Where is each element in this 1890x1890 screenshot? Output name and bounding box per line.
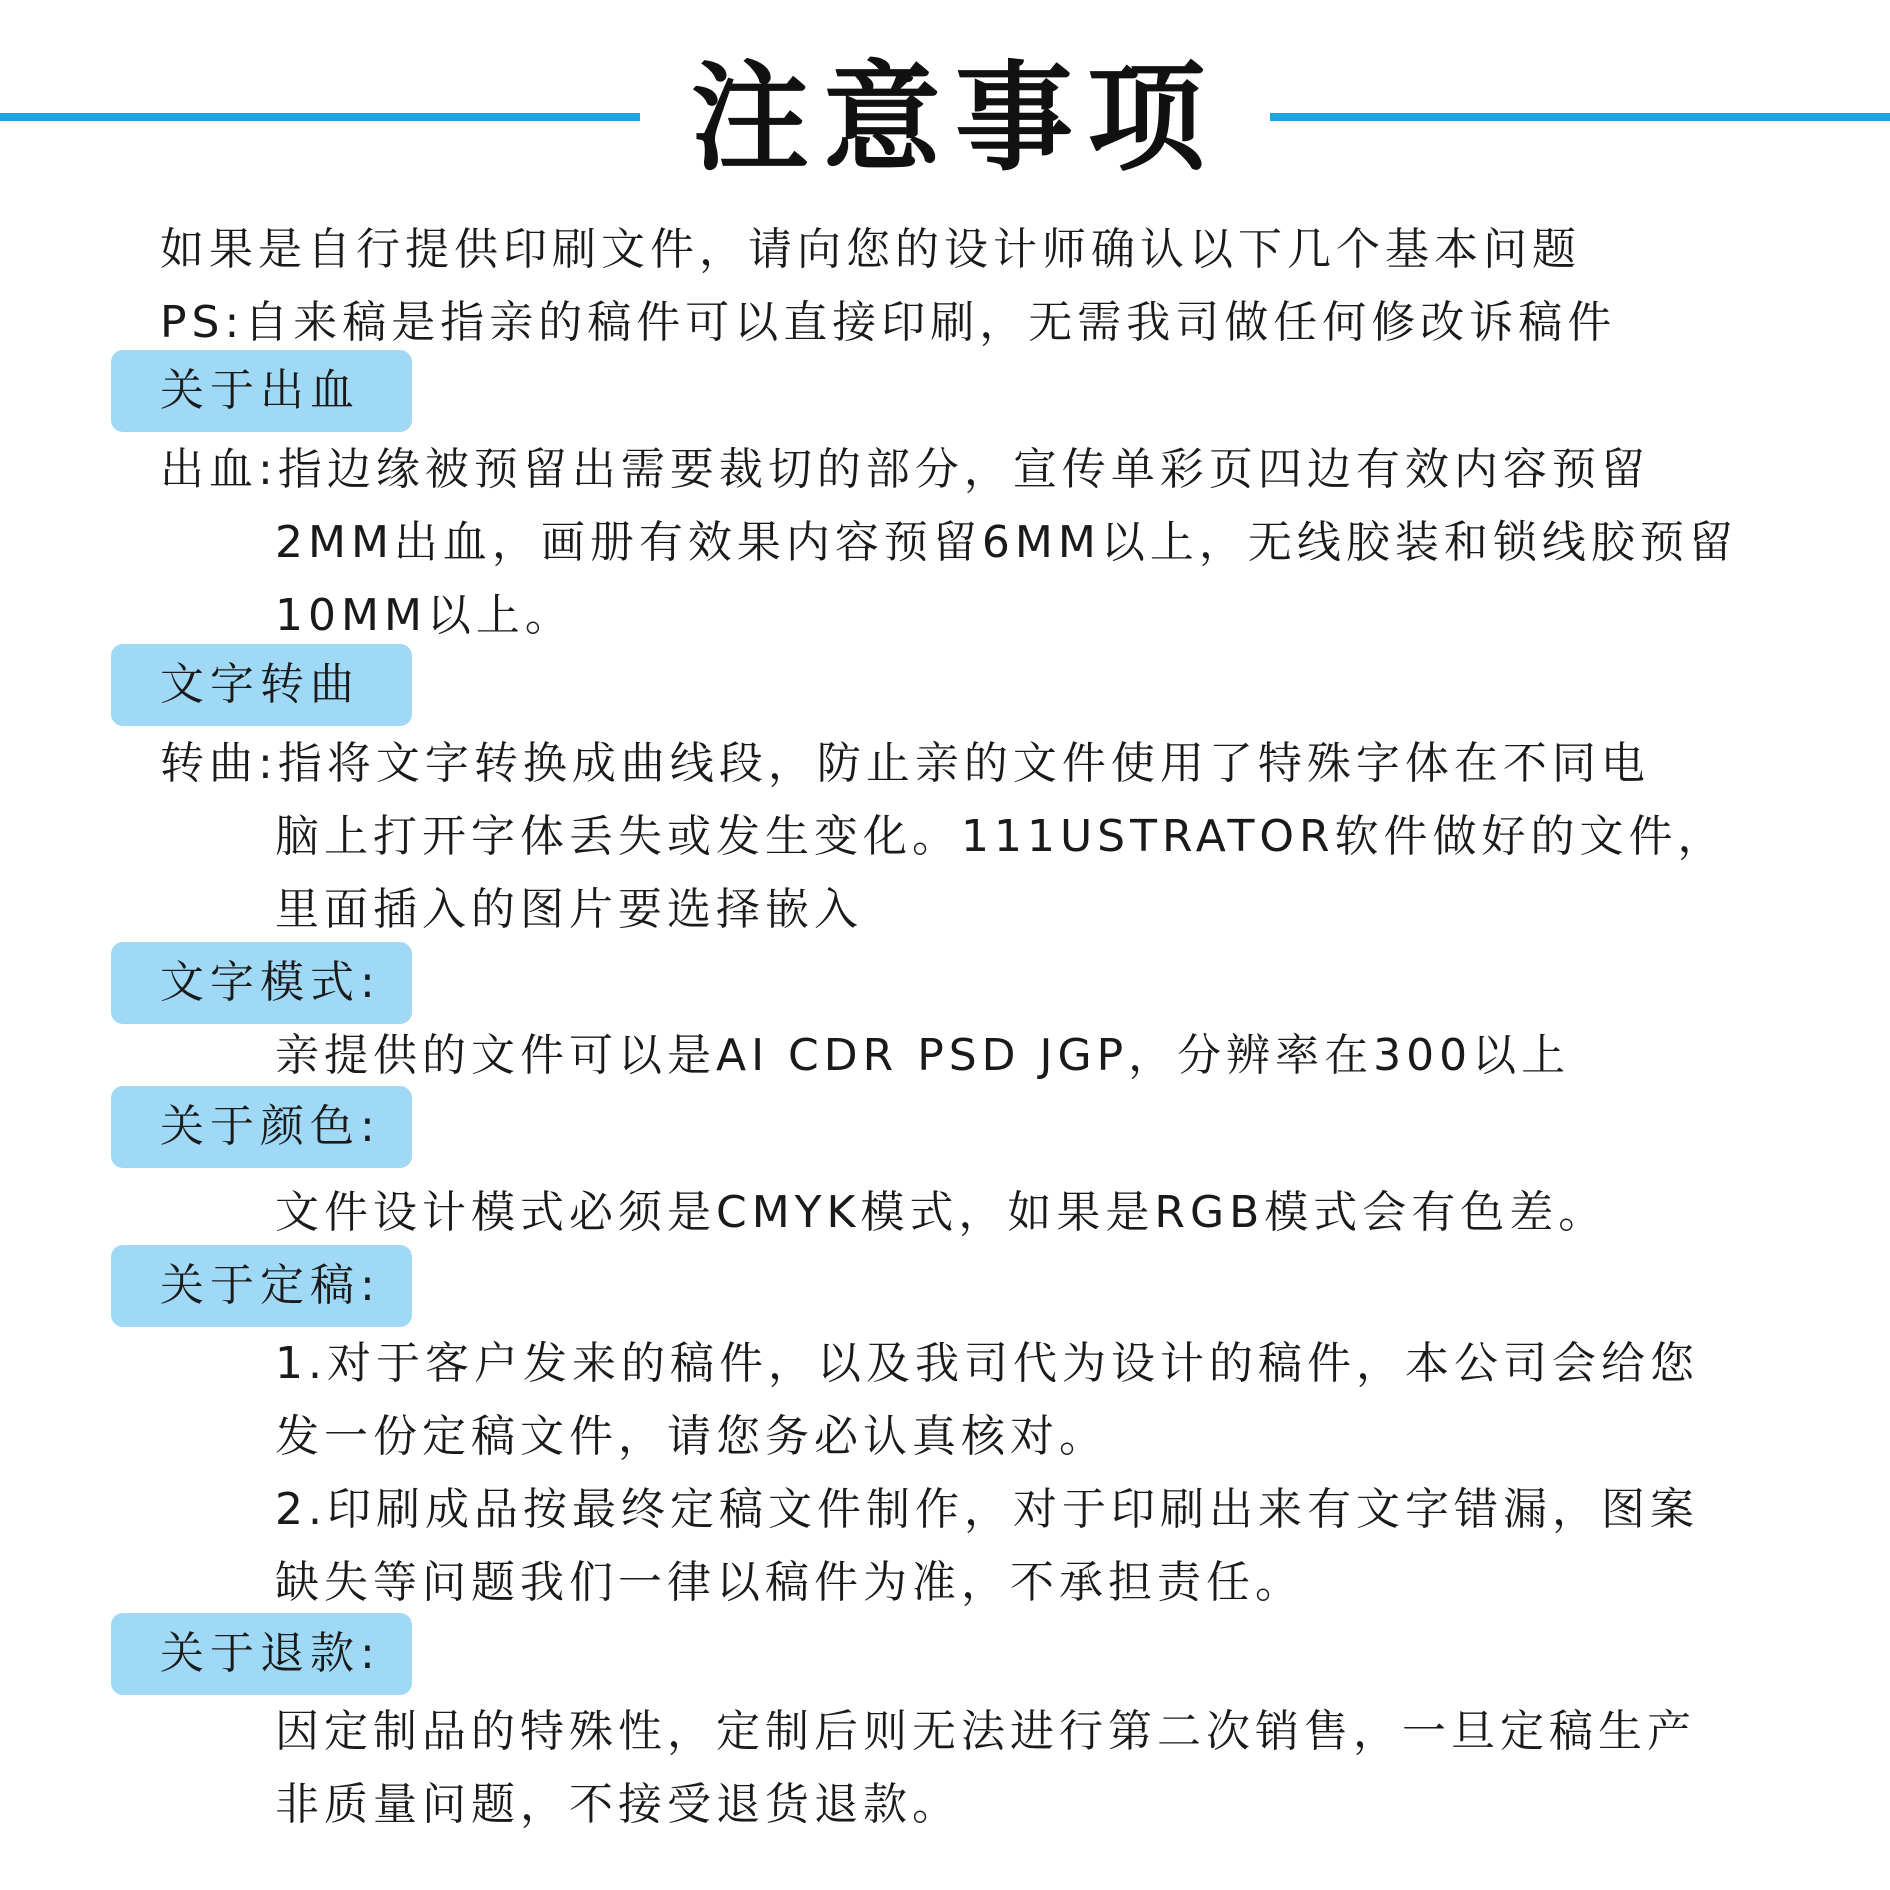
section-heading-outline: 文字转曲	[111, 644, 412, 726]
section-heading-refund: 关于退款:	[111, 1613, 412, 1695]
section-heading-color: 关于颜色:	[111, 1086, 412, 1168]
proof-line-2: 发一份定稿文件，请您务必认真核对。	[275, 1411, 1108, 1462]
title-rule-right	[1270, 113, 1890, 121]
title-rule-left	[0, 113, 640, 121]
bleed-line-3: 10MM以上。	[275, 590, 574, 641]
intro-line-1: 如果是自行提供印刷文件，请向您的设计师确认以下几个基本问题	[160, 224, 1581, 275]
refund-line-1: 因定制品的特殊性，定制后则无法进行第二次销售，一旦定稿生产	[275, 1706, 1696, 1757]
intro-line-2: PS:自来稿是指亲的稿件可以直接印刷，无需我司做任何修改诉稿件	[160, 297, 1617, 348]
section-heading-text-mode: 文字模式:	[111, 942, 412, 1024]
page-title: 注意事项	[690, 49, 1219, 187]
section-heading-proof: 关于定稿:	[111, 1245, 412, 1327]
bleed-line-2: 2MM出血，画册有效果内容预留6MM以上，无线胶装和锁线胶预留	[275, 517, 1738, 568]
refund-line-2: 非质量问题，不接受退货退款。	[275, 1779, 961, 1830]
proof-line-4: 缺失等问题我们一律以稿件为准，不承担责任。	[275, 1557, 1304, 1608]
outline-line-1: 转曲:指将文字转换成曲线段，防止亲的文件使用了特殊字体在不同电	[160, 738, 1650, 789]
text-mode-line-1: 亲提供的文件可以是AI CDR PSD JGP，分辨率在300以上	[275, 1030, 1571, 1081]
section-heading-bleed: 关于出血	[111, 350, 412, 432]
color-line-1: 文件设计模式必须是CMYK模式，如果是RGB模式会有色差。	[275, 1187, 1608, 1238]
outline-line-2: 脑上打开字体丢失或发生变化。111USTRATOR软件做好的文件，	[275, 811, 1727, 862]
proof-line-1: 1.对于客户发来的稿件，以及我司代为设计的稿件，本公司会给您	[275, 1338, 1699, 1389]
outline-line-3: 里面插入的图片要选择嵌入	[275, 884, 863, 935]
bleed-line-1: 出血:指边缘被预留出需要裁切的部分，宣传单彩页四边有效内容预留	[160, 444, 1650, 495]
proof-line-3: 2.印刷成品按最终定稿文件制作，对于印刷出来有文字错漏，图案	[275, 1484, 1699, 1535]
